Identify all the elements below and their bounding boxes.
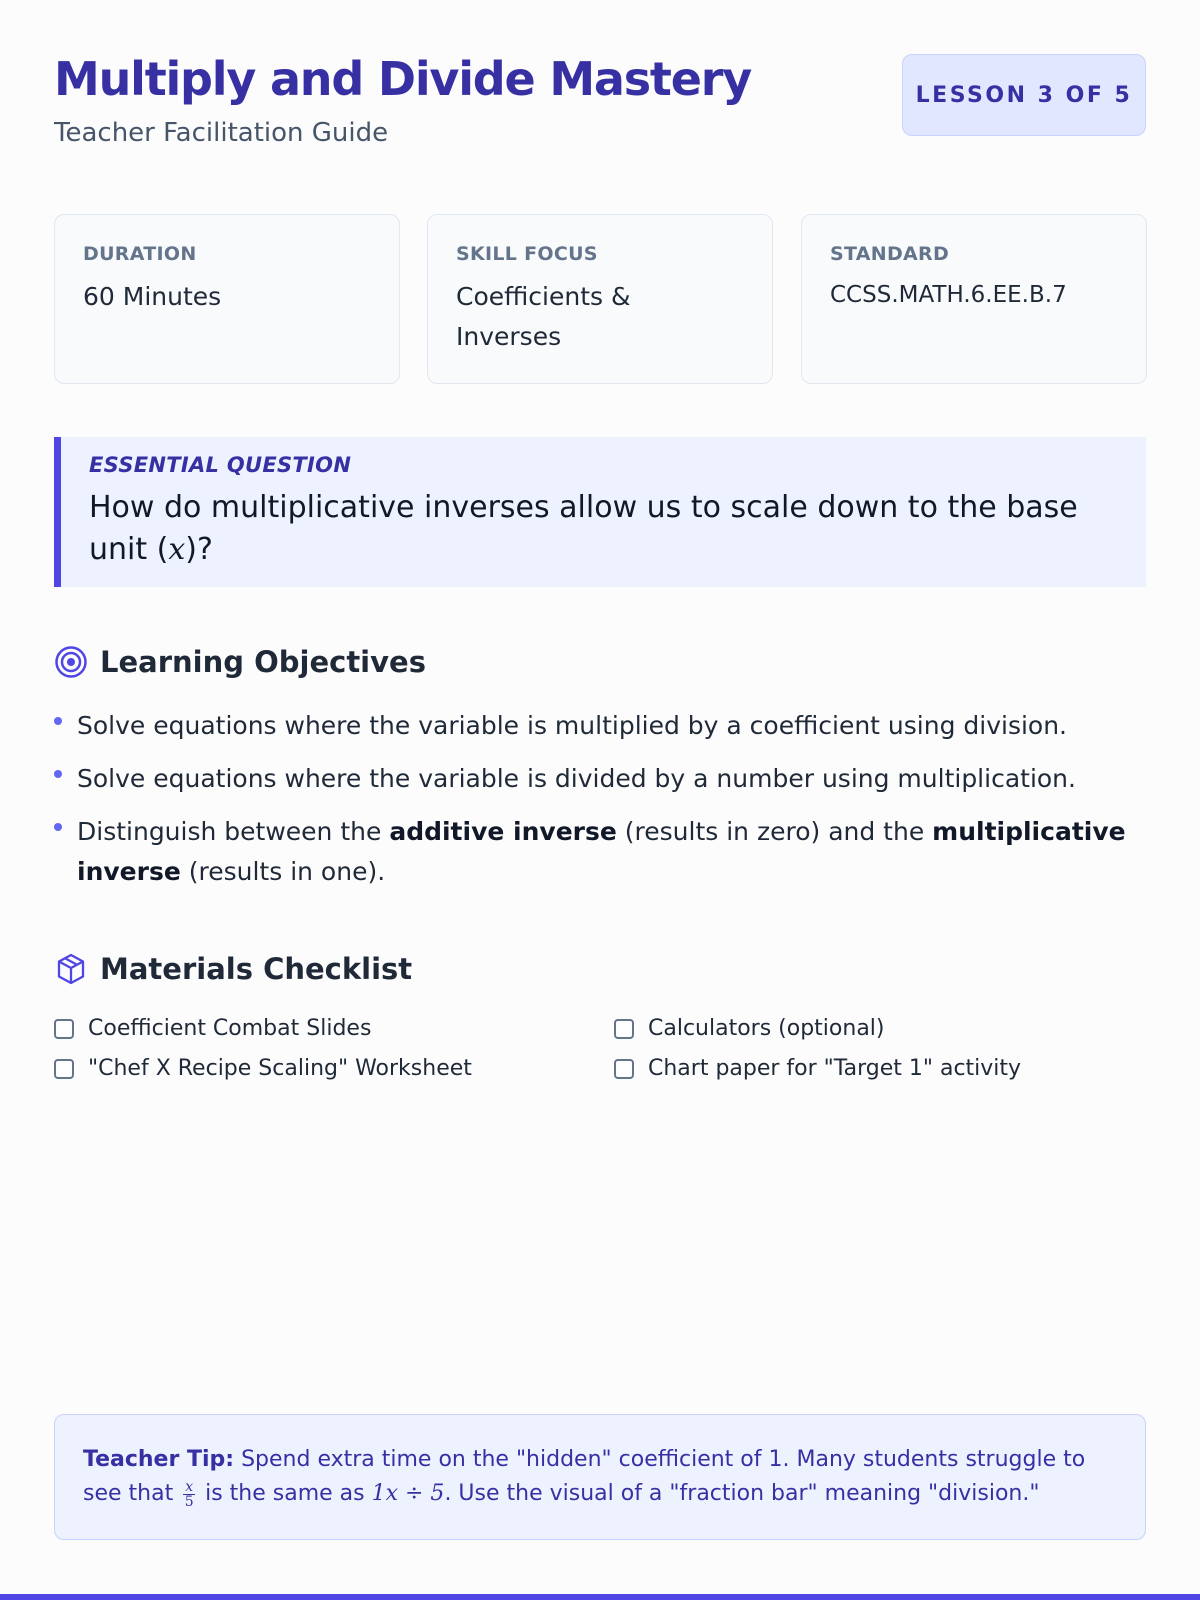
header (54, 0, 1146, 200)
checkbox[interactable] (54, 1059, 74, 1079)
checkbox[interactable] (614, 1059, 634, 1079)
teacher-tip-box (54, 1414, 1146, 1540)
objective-text: (results in one). (180, 857, 386, 886)
material-label: Coefficient Combat Slides (88, 1016, 372, 1041)
standard-label: STANDARD (830, 243, 950, 265)
skill-focus-label: SKILL FOCUS (456, 243, 598, 265)
materials-heading (54, 952, 412, 986)
materials-title: Materials Checklist (100, 952, 413, 986)
objectives-title: Learning Objectives (100, 645, 426, 679)
duration-value: 60 Minutes (83, 282, 222, 311)
essential-question-text (89, 487, 1126, 571)
tip-text: is the same as (198, 1481, 372, 1506)
objective-text: (results in zero) and the (616, 817, 933, 846)
tip-text: Spend extra time on the "hidden" coefficient of 1. Many students struggle to see that (83, 1447, 1086, 1506)
eq-text-before: How do multiplicative inverses allow us to scale down to the base unit ( (89, 490, 1078, 567)
checkbox[interactable] (54, 1019, 74, 1039)
fraction-denominator: 5 (184, 1493, 194, 1510)
page-title: Multiply and Divide Mastery (54, 52, 751, 106)
lesson-badge: LESSON 3 OF 5 (902, 54, 1146, 136)
page-subtitle: Teacher Facilitation Guide (54, 118, 389, 148)
skill-focus-card (427, 214, 773, 384)
standard-card (801, 214, 1147, 384)
meta-cards (54, 214, 1146, 384)
material-item-slides[interactable] (54, 1016, 371, 1041)
material-label: "Chef X Recipe Scaling" Worksheet (88, 1056, 472, 1081)
teacher-tip-label: Teacher Tip: (83, 1447, 235, 1472)
lesson-guide-page (54, 0, 1146, 1510)
checkbox[interactable] (614, 1019, 634, 1039)
duration-card (54, 214, 400, 384)
bottom-accent-bar (0, 1594, 1200, 1600)
tip-expression: 1x ÷ 5 (371, 1481, 445, 1506)
material-label: Chart paper for "Target 1" activity (648, 1056, 1022, 1081)
objective-term-multiplicative: multiplicative inverse (77, 817, 1126, 886)
objectives-list (54, 706, 1146, 905)
material-label: Calculators (optional) (648, 1016, 885, 1041)
fraction-numerator: x (185, 1478, 194, 1495)
eq-text-after: )? (185, 532, 213, 567)
materials-checklist (54, 1016, 1146, 1106)
skill-focus-value: Coefficients & Inverses (456, 282, 631, 351)
objective-item: Solve equations where the variable is multiplied by a coefficient using division. (54, 706, 1146, 746)
eq-variable: x (168, 532, 186, 567)
objective-text: Distinguish between the (77, 817, 390, 846)
objectives-heading (54, 645, 426, 679)
material-item-calculators[interactable] (614, 1016, 885, 1041)
objective-term-additive: additive inverse (389, 817, 617, 846)
duration-label: DURATION (83, 243, 197, 265)
material-item-worksheet[interactable] (54, 1056, 472, 1081)
package-icon (54, 952, 88, 986)
material-item-chart-paper[interactable] (614, 1056, 1021, 1081)
essential-question-label: ESSENTIAL QUESTION (89, 453, 352, 477)
objective-item (54, 812, 1146, 892)
objective-item: Solve equations where the variable is divided by a number using multiplication. (54, 759, 1146, 799)
tip-text: . Use the visual of a "fraction bar" meaning "division." (444, 1481, 1040, 1506)
target-icon (54, 645, 88, 679)
fraction-x-over-5 (183, 1480, 195, 1509)
essential-question-box (54, 437, 1146, 587)
standard-value: CCSS.MATH.6.EE.B.7 (830, 282, 1067, 308)
